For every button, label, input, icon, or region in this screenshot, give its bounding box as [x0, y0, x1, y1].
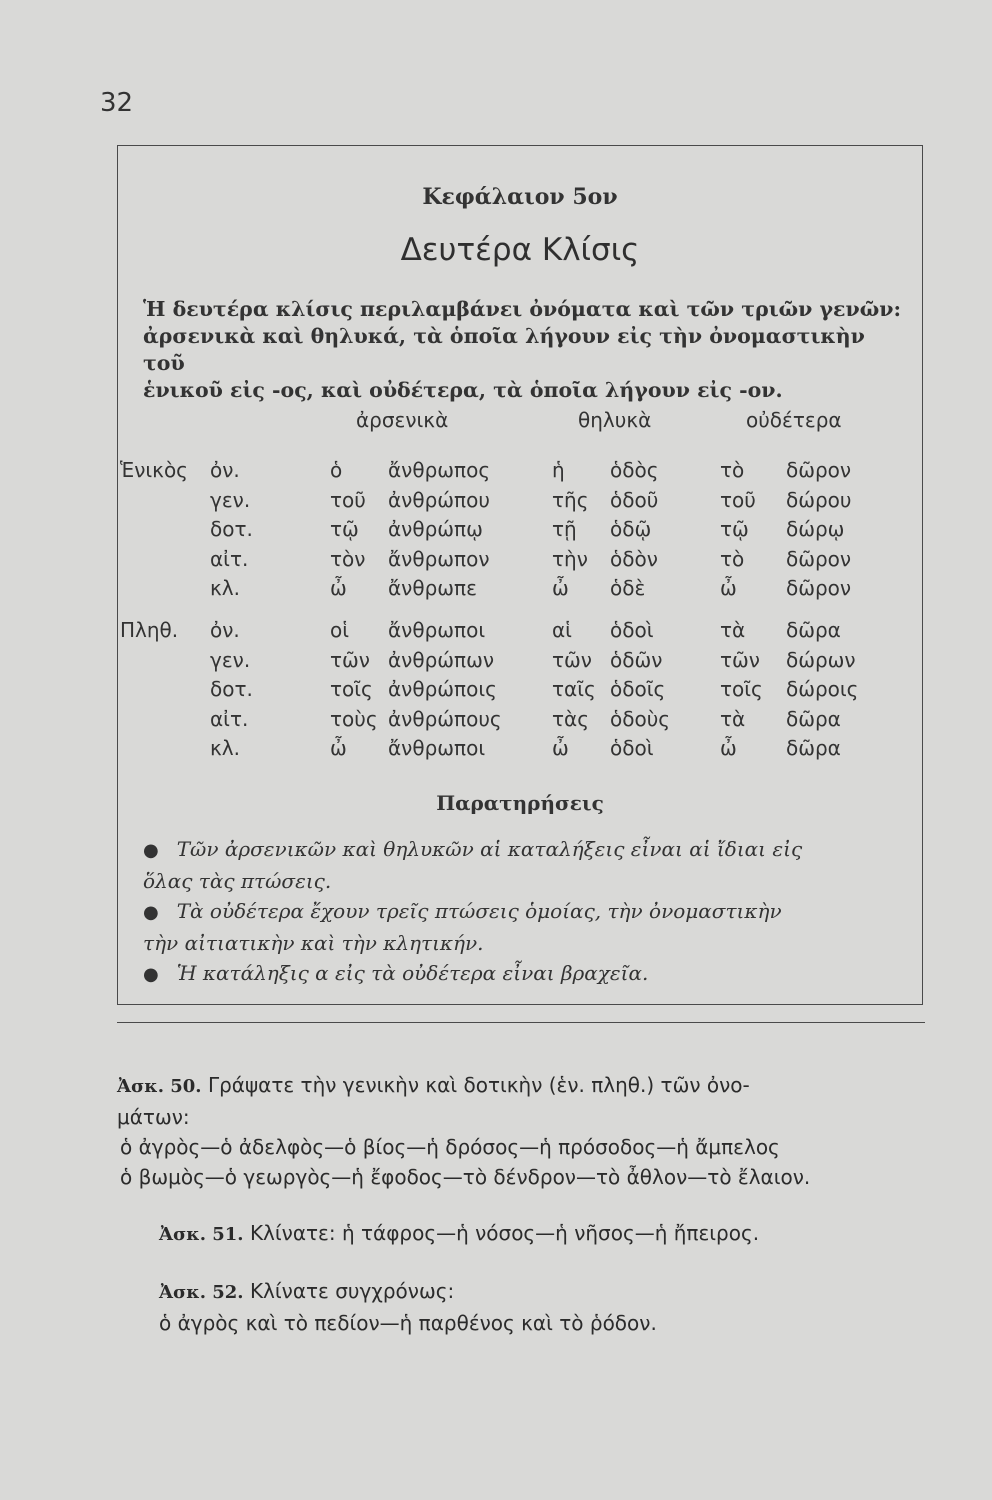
- singular-noun-masc: ἀνθρώπῳ: [388, 517, 483, 541]
- singular-article-neut: τοῦ: [720, 487, 756, 512]
- observation-item: [143, 896, 902, 958]
- observation-text: Τὰ οὐδέτερα ἔχουν τρεῖς πτώσεις ὁμοίας, τὴν ὀνομαστικὴν: [176, 899, 782, 923]
- exercise-label: Ἀσκ. 50.: [117, 1076, 202, 1097]
- exercises: [117, 1070, 929, 1338]
- plural-noun-fem: ὁδοὺς: [610, 706, 671, 731]
- observation-item: [143, 958, 902, 990]
- singular-label: Ἑνικὸς: [120, 458, 188, 482]
- plural-article-fem: ὦ: [552, 736, 569, 760]
- header-feminine: θηλυκὰ: [578, 408, 652, 432]
- exercise-text: ὁ ἀγρὸς—ὁ ἀδελφὸς—ὁ βίος—ἡ δρόσος—ἡ πρόσοδος—ἡ ἄμπελος: [120, 1135, 780, 1159]
- plural-noun-fem: ὁδῶν: [610, 647, 663, 672]
- plural-article-neut: τὰ: [720, 706, 746, 731]
- plural-noun-neut: δῶρα: [786, 736, 841, 760]
- singular-article-masc: τῷ: [330, 517, 359, 541]
- singular-article-neut: τὸ: [720, 458, 745, 482]
- chapter-heading: Κεφάλαιον 5ον: [422, 184, 618, 210]
- singular-article-fem: τὴν: [552, 546, 588, 571]
- plural-noun-masc: ἄνθρωποι: [388, 736, 486, 760]
- plural-noun-neut: δῶρα: [786, 618, 841, 642]
- plural-article-fem: τῶν: [552, 647, 592, 672]
- singular-case-label: αἰτ.: [210, 546, 249, 571]
- bullet-icon: ●: [143, 964, 159, 985]
- divider: [117, 1022, 925, 1023]
- singular-article-masc: ὦ: [330, 576, 347, 600]
- grammar-box: [117, 145, 923, 1005]
- exercise-52: [117, 1276, 929, 1338]
- plural-case-label: δοτ.: [210, 677, 253, 701]
- singular-noun-neut: δῶρον: [786, 546, 852, 571]
- exercise-label: Ἀσκ. 51.: [159, 1224, 244, 1245]
- observation-text: Ἡ κατάληξις α εἰς τὰ οὐδέτερα εἶναι βραχεῖα.: [176, 961, 649, 985]
- declension-table: [118, 408, 922, 768]
- exercise-text: Γράψατε τὴν γενικὴν καὶ δοτικὴν (ἑν. πληθ.) τῶν ὀνο-: [207, 1073, 750, 1097]
- plural-noun-masc: ἄνθρωποι: [388, 618, 486, 642]
- intro-line: Ἡ δευτέρα κλίσις περιλαμβάνει ὀνόματα καὶ τῶν τριῶν γενῶν:: [143, 297, 902, 321]
- intro-paragraph: [143, 296, 902, 404]
- observation-text: τὴν αἰτιατικὴν καὶ τὴν κλητικήν.: [143, 931, 484, 955]
- singular-article-fem: ὦ: [552, 576, 569, 600]
- singular-noun-neut: δῶρον: [786, 576, 852, 600]
- bullet-icon: ●: [143, 902, 159, 923]
- observations-list: [143, 834, 902, 990]
- exercise-50: [117, 1070, 929, 1192]
- plural-noun-neut: δώρων: [786, 647, 856, 672]
- plural-article-masc: οἱ: [330, 618, 350, 642]
- exercise-text: ὁ βωμὸς—ὁ γεωργὸς—ἡ ἔφοδος—τὸ δένδρον—τὸ ἆθλον—τὸ ἔλαιον.: [120, 1165, 811, 1189]
- observation-text: ὅλας τὰς πτώσεις.: [143, 869, 332, 893]
- plural-case-label: αἰτ.: [210, 706, 249, 731]
- plural-case-label: κλ.: [210, 736, 240, 760]
- singular-noun-masc: ἀνθρώπου: [388, 487, 490, 512]
- exercise-text: Κλίνατε συγχρόνως:: [249, 1279, 455, 1303]
- exercise-text: ὁ ἀγρὸς καὶ τὸ πεδίον—ἡ παρθένος καὶ τὸ ῥόδον.: [159, 1311, 657, 1335]
- singular-article-masc: τοῦ: [330, 487, 366, 512]
- plural-noun-fem: ὁδοῖς: [610, 677, 666, 701]
- observation-item: [143, 834, 902, 896]
- plural-article-neut: τῶν: [720, 647, 760, 672]
- plural-article-masc: τοὺς: [330, 706, 378, 731]
- singular-noun-masc: ἄνθρωπε: [388, 576, 477, 600]
- singular-case-label: γεν.: [210, 487, 251, 512]
- plural-article-fem: τὰς: [552, 706, 589, 731]
- plural-article-fem: ταῖς: [552, 677, 596, 701]
- observation-text: Τῶν ἀρσενικῶν καὶ θηλυκῶν αἱ καταλήξεις εἶναι αἱ ἴδιαι εἰς: [176, 837, 803, 861]
- plural-article-neut: τοῖς: [720, 677, 763, 701]
- singular-noun-neut: δώρῳ: [786, 517, 845, 541]
- singular-noun-masc: ἄνθρωπον: [388, 546, 490, 571]
- singular-noun-neut: δῶρον: [786, 458, 852, 482]
- page-number: 32: [100, 88, 134, 118]
- plural-noun-fem: ὁδοὶ: [610, 736, 654, 760]
- plural-article-masc: τῶν: [330, 647, 370, 672]
- plural-noun-neut: δώροις: [786, 677, 859, 701]
- singular-noun-fem: ὁδὲ: [610, 576, 646, 600]
- plural-article-neut: τὰ: [720, 618, 746, 642]
- plural-noun-masc: ἀνθρώπους: [388, 706, 502, 731]
- singular-article-fem: τῇ: [552, 517, 577, 541]
- plural-label: Πληθ.: [120, 618, 179, 642]
- singular-article-fem: ἡ: [552, 458, 565, 482]
- singular-article-masc: ὁ: [330, 458, 343, 482]
- header-neuter: οὐδέτερα: [746, 408, 842, 432]
- singular-noun-fem: ὁδὸς: [610, 458, 659, 482]
- plural-noun-masc: ἀνθρώπων: [388, 647, 494, 672]
- bullet-icon: ●: [143, 840, 159, 861]
- singular-noun-neut: δώρου: [786, 487, 852, 512]
- singular-noun-fem: ὁδοῦ: [610, 487, 659, 512]
- plural-article-masc: ὦ: [330, 736, 347, 760]
- intro-line: ἀρσενικὰ καὶ θηλυκά, τὰ ὁποῖα λήγουν εἰς τὴν ὀνομαστικὴν τοῦ: [143, 324, 865, 375]
- intro-line: ἑνικοῦ εἰς -ος, καὶ οὐδέτερα, τὰ ὁποῖα λήγουν εἰς -ον.: [143, 378, 783, 402]
- plural-noun-neut: δῶρα: [786, 706, 841, 731]
- plural-case-label: ὀν.: [210, 618, 240, 642]
- singular-case-label: δοτ.: [210, 517, 253, 541]
- observations-heading: Παρατηρήσεις: [436, 791, 604, 815]
- singular-article-neut: τὸ: [720, 546, 745, 571]
- singular-noun-masc: ἄνθρωπος: [388, 458, 491, 482]
- plural-noun-fem: ὁδοὶ: [610, 618, 654, 642]
- page-title: Δευτέρα Κλίσις: [400, 232, 640, 268]
- singular-article-neut: τῷ: [720, 517, 749, 541]
- exercise-label: Ἀσκ. 52.: [159, 1282, 244, 1303]
- plural-article-masc: τοῖς: [330, 677, 373, 701]
- singular-case-label: κλ.: [210, 576, 240, 600]
- header-masculine: ἀρσενικὰ: [356, 408, 449, 432]
- singular-noun-fem: ὁδὸν: [610, 546, 658, 571]
- plural-case-label: γεν.: [210, 647, 251, 672]
- exercise-51: [117, 1218, 929, 1250]
- exercise-text: Κλίνατε: ἡ τάφρος—ἡ νόσος—ἡ νῆσος—ἡ ἤπειρος.: [249, 1221, 760, 1245]
- singular-case-label: ὀν.: [210, 458, 240, 482]
- plural-noun-masc: ἀνθρώποις: [388, 677, 497, 701]
- singular-article-neut: ὦ: [720, 576, 737, 600]
- singular-article-fem: τῆς: [552, 487, 589, 512]
- singular-article-masc: τὸν: [330, 546, 366, 571]
- exercise-text: μάτων:: [117, 1105, 190, 1129]
- singular-noun-fem: ὁδῷ: [610, 517, 652, 541]
- plural-article-neut: ὦ: [720, 736, 737, 760]
- plural-article-fem: αἱ: [552, 618, 572, 642]
